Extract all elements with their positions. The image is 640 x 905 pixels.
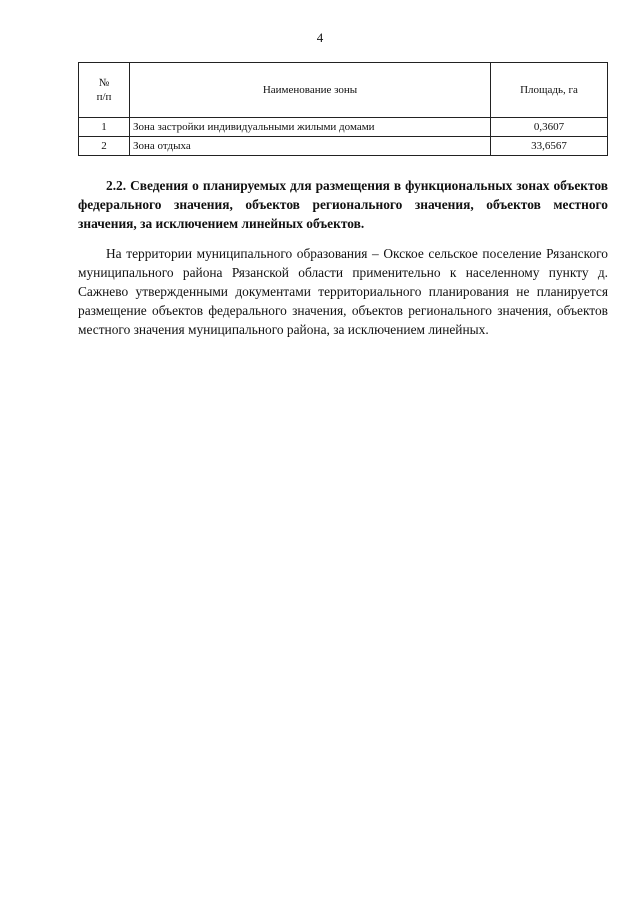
row-number: 2: [79, 137, 130, 156]
header-area: Площадь, га: [491, 63, 608, 118]
row-number: 1: [79, 118, 130, 137]
header-number-abbrev: п/п: [96, 91, 112, 103]
table-row: [79, 137, 608, 156]
zones-table-header: [79, 63, 608, 118]
body-paragraph: На территории муниципального образования – Окское сельское поселение Рязанского муниципального района Рязанской области применительно к населенному пункту д. Сажнево утвержденными документами территориального планирования не планируется размещение объектов федерального значения, объектов регионального значения, объектов местного значения муниципального района, за исключением линейных.: [78, 246, 608, 337]
section-heading: 2.2. Сведения о планируемых для размещения в функциональных зонах объектов федерального значения, объектов регионального значения, объектов местного значения, за исключением линейных объектов.: [78, 178, 608, 231]
header-number-symbol: №: [98, 77, 110, 89]
zones-table: [78, 62, 608, 156]
row-zone-name: Зона отдыха: [130, 137, 491, 156]
table-row: [79, 118, 608, 137]
zones-table-body: [79, 118, 608, 156]
row-area: 0,3607: [491, 118, 608, 137]
header-number: [79, 63, 130, 118]
header-zone-name: Наименование зоны: [130, 63, 491, 118]
row-area: 33,6567: [491, 137, 608, 156]
row-zone-name: Зона застройки индивидуальными жилыми домами: [130, 118, 491, 137]
page-number: 4: [316, 30, 324, 45]
zones-table-header-row: [79, 63, 608, 118]
